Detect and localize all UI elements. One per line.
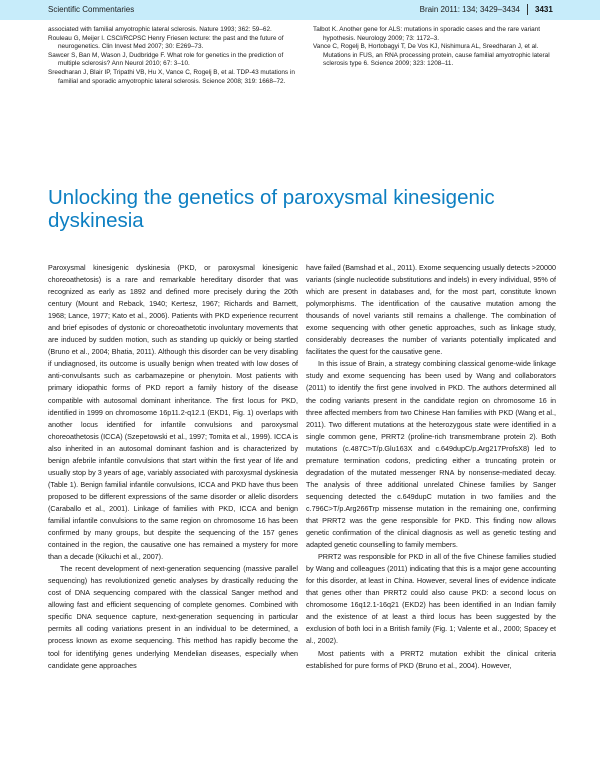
reference-item: Vance C, Rogelj B, Hortobagyi T, De Vos KJ, Nishimura AL, Sreedharan J, et al. Mutations in FUS, an RNA processing protein, cause familial amyotrophic lateral sclerosis type 6. Science 2009; 323: 1208–11. <box>313 43 550 68</box>
body-paragraph: PRRT2 was responsible for PKD in all of the five Chinese families studied by Wang and colleagues (2011) indicating that this is a major gene accounting for this disorder, at least in China. However, several lines of evidence indicate that genes other than PRRT2 could also cause PKD: a second locus on chromosome 16q12.1-16q21 (EKD2) has been identified in an Indian family and the existence of at least a third locus has been suggested by the exclusion of both loci in a British family (Fig. 1; Valente et al., 2000; Spacey et al., 2002). <box>306 552 556 646</box>
references-column-right <box>313 26 556 69</box>
body-paragraph: have failed (Bamshad et al., 2011). Exome sequencing usually detects >20000 variants (single nucleotide substitutions and indels) in every individual, 95% of which are present in databases and, for the most part, constitute known polymorphisms. The identification of the causative mutation among the thousands of novel variants still remains a challenge. The combination of exome sequencing with other genetic approaches, such as linkage study, considerably decreases the number of variants potentially implicated and facilitates the quest for the causative gene. <box>306 263 556 357</box>
references-column-left <box>48 26 303 86</box>
article-title: Unlocking the genetics of paroxysmal kinesigenic dyskinesia <box>48 186 495 232</box>
journal-citation: Brain 2011: 134; 3429–3434 <box>419 5 520 14</box>
reference-item: associated with familial amyotrophic lateral sclerosis. Nature 1993; 362: 59–62. <box>48 26 272 33</box>
body-paragraph: The recent development of next-generation sequencing (massive parallel sequencing) has revolutionized genetic analyses by drastically reducing the cost of DNA sequencing compared with the classical Sanger method and allowing fast and efficient sequencing of complete genomes. Combined with specific DNA sequence capture, next-generation sequencing in particular permits all coding variations present in an individual to be determined, a process known as exome sequencing. This method has rapidly become the tool for identifying genes underlying Mendelian diseases, especially when candidate gene approaches <box>48 564 298 670</box>
body-column-left <box>48 262 298 672</box>
reference-item: Sawcer S, Ban M, Wason J, Dudbridge F. What role for genetics in the prediction of multiple sclerosis? Ann Neurol 2010; 67: 3–10. <box>48 51 284 68</box>
running-header-bar <box>0 0 600 20</box>
journal-section-label: Scientific Commentaries <box>48 5 135 14</box>
body-paragraph: Most patients with a PRRT2 mutation exhibit the clinical criteria established for pure forms of PKD (Bruno et al., 2004). However, <box>306 648 556 670</box>
reference-item: Talbot K. Another gene for ALS: mutations in sporadic cases and the rare variant hypothesis. Neurology 2009; 73: 1172–3. <box>313 26 540 42</box>
header-divider <box>527 4 528 15</box>
body-paragraph: Paroxysmal kinesigenic dyskinesia (PKD, or paroxysmal kinesigenic choreoathetosis) is a rare and remarkable hereditary disorder that was recognized as early as 1892 and defined more precisely during the 20th century (Mount and Reback, 1940; Kertesz, 1967; Richards and Barnett, 1968; Lance, 1977; Kato et al., 2006). Patients with PKD experience recurrent and brief episodes of dystonic or choreoathetotic involuntary movements that are induced by sudden motion, such as standing up quickly or being startled (Bruno et al., 2004; Bhatia, 2011). Although this disorder can be very disabling if undiagnosed, its outcome is usually benign when treated with low doses of anti-convulsants such as carbamazepine or phenytoin. Most patients with primary idiopathic forms of PKD report a family history of the disease compatible with autosomal dominant inheritance. The first locus for PKD, identified in 1999 on chromosome 16p11.2-q12.1 (EKD1, Fig. 1) overlaps with another locus identified for infantile convulsions and paroxysmal choreoathetosis (ICCA) (Szepetowski et al., 1997; Tomita et al., 1999). ICCA is also inherited in an autosomal dominant fashion and is characterized by benign afebrile infantile convulsions that start within the first year of life and usually stop by 3 years of age, variably associated with paroxysmal dyskinesia (Table 1). Benign familial infantile convulsions, ICCA and PKD have thus been proposed to be different expressions of the same disorder or allelic disorders (Caraballo et al., 2001). Linkage of families with PKD, ICCA and benign familial infantile convulsions to the same region on chromosome 16 has been confirmed by many groups, but despite the sequencing of the 157 genes contained in the region, the causative one has remained a mystery for more than a decade (Kikuchi et al., 2007). <box>48 263 298 562</box>
body-column-right <box>306 262 556 672</box>
body-paragraph: In this issue of Brain, a strategy combining classical genome-wide linkage study and exome sequencing has been used by Wang and collaborators (2011) to identify the first gene involved in PKD. The authors determined all the coding variants present in the candidate region on chromosome 16 in three affected members from two Chinese Han families with PKD (Wang et al., 2011). Two different mutations at the heterozygous state were identified in a single common gene, PRRT2 (proline-rich transmembrane protein 2). Both mutations (c.487C>T/p.Glu163X and c.649dupC/p.Arg217ProfsX8) led to premature termination codons, predicting either a truncating protein or degradation of the mutated messenger RNA by nonsense-mediated decay. The analysis of three additional unrelated Chinese families by Sanger sequencing detected the c.649dupC mutation in two families and the c.796C>T/p.Arg266Trp missense mutation in the remaining one, confirming that PRRT2 was the gene responsible for PKD. This finding now allows genetic confirmation of the clinical diagnosis as well as genetic testing and adapted genetic counselling to family members. <box>306 359 556 550</box>
page-number: 3431 <box>535 5 553 14</box>
reference-item: Rouleau G, Meijer I. CSCI/RCPSC Henry Friesen lecture: the past and the future of neurogenetics. Clin Invest Med 2007; 30: E269–73. <box>48 34 284 51</box>
reference-item: Sreedharan J, Blair IP, Tripathi VB, Hu X, Vance C, Rogelj B, et al. TDP-43 mutations in familial and sporadic amyotrophic lateral sclerosis. Science 2008; 319: 1668–72. <box>48 68 295 85</box>
